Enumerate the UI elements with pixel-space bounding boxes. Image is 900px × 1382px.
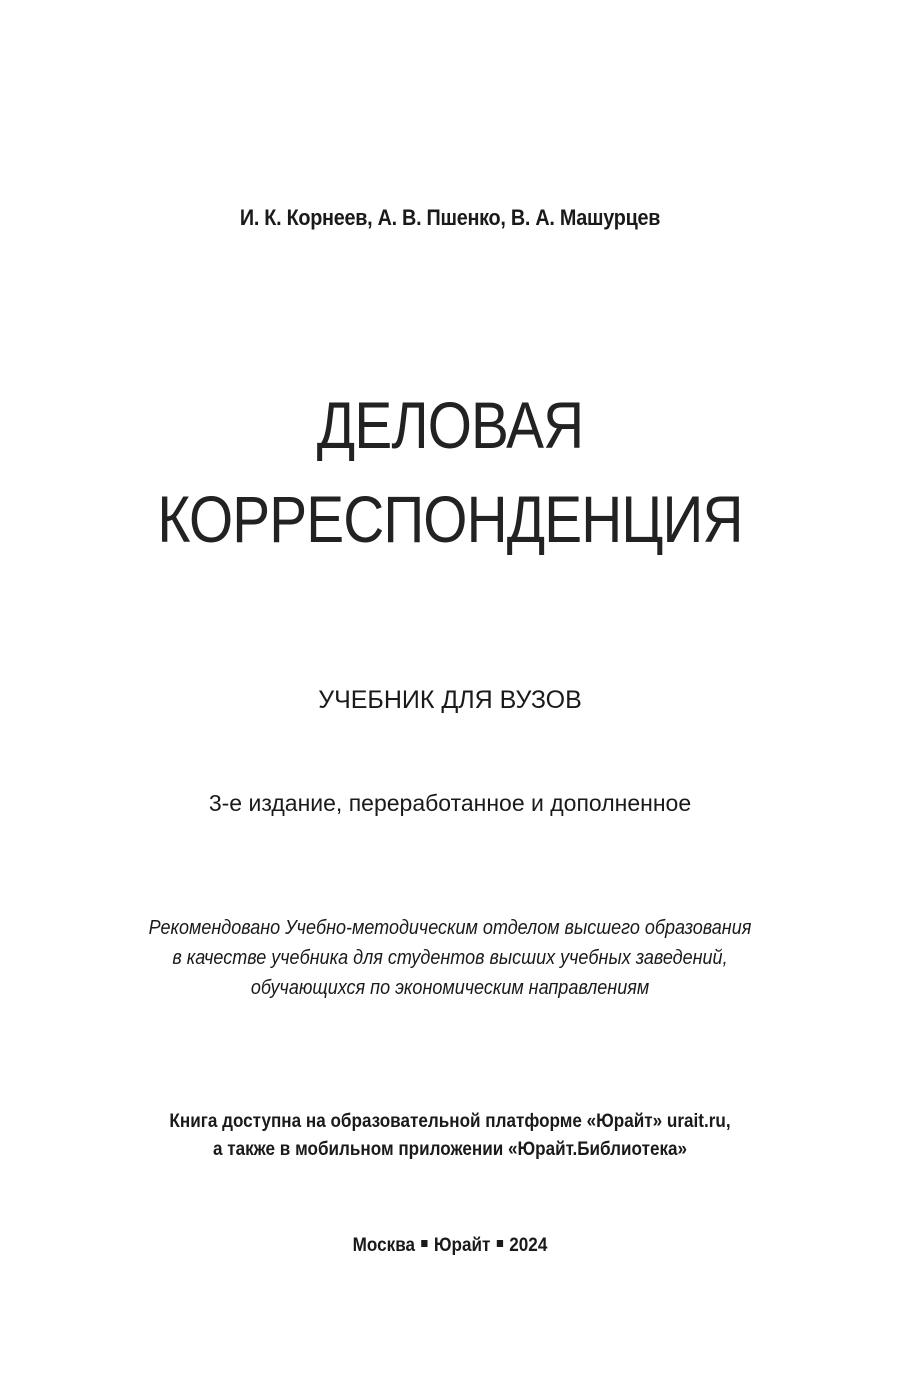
authors: И. К. Корнеев, А. В. Пшенко, В. А. Машурцев <box>239 205 661 230</box>
recommendation-line-1: Рекомендовано Учебно-методическим отделом высшего образования <box>148 917 752 939</box>
edition-note: 3-е издание, переработанное и дополненное <box>208 790 692 816</box>
recommendation-line-3: обучающихся по экономическим направлениям <box>250 977 650 999</box>
imprint-publisher: Юрайт <box>433 1235 491 1256</box>
imprint <box>45 1235 855 1257</box>
recommendation-line-2: в качестве учебника для студентов высших учебных заведений, <box>172 947 728 969</box>
imprint-year: 2024 <box>509 1235 548 1256</box>
book-subtitle: УЧЕБНИК ДЛЯ ВУЗОВ <box>318 686 582 714</box>
book-title-line-2: КОРРЕСПОНДЕНЦИЯ <box>157 482 743 556</box>
square-separator-icon <box>497 1240 503 1247</box>
book-title-line-1: ДЕЛОВАЯ <box>316 388 584 462</box>
recommendation-note <box>45 913 855 1003</box>
platform-line-1: Книга доступна на образовательной платформе «Юрайт» urait.ru, <box>169 1111 731 1132</box>
square-separator-icon <box>421 1240 427 1247</box>
imprint-city: Москва <box>352 1235 415 1256</box>
book-title <box>63 378 837 566</box>
platform-line-2: а также в мобильном приложении «Юрайт.Библиотека» <box>212 1139 688 1160</box>
platform-note <box>45 1108 855 1164</box>
